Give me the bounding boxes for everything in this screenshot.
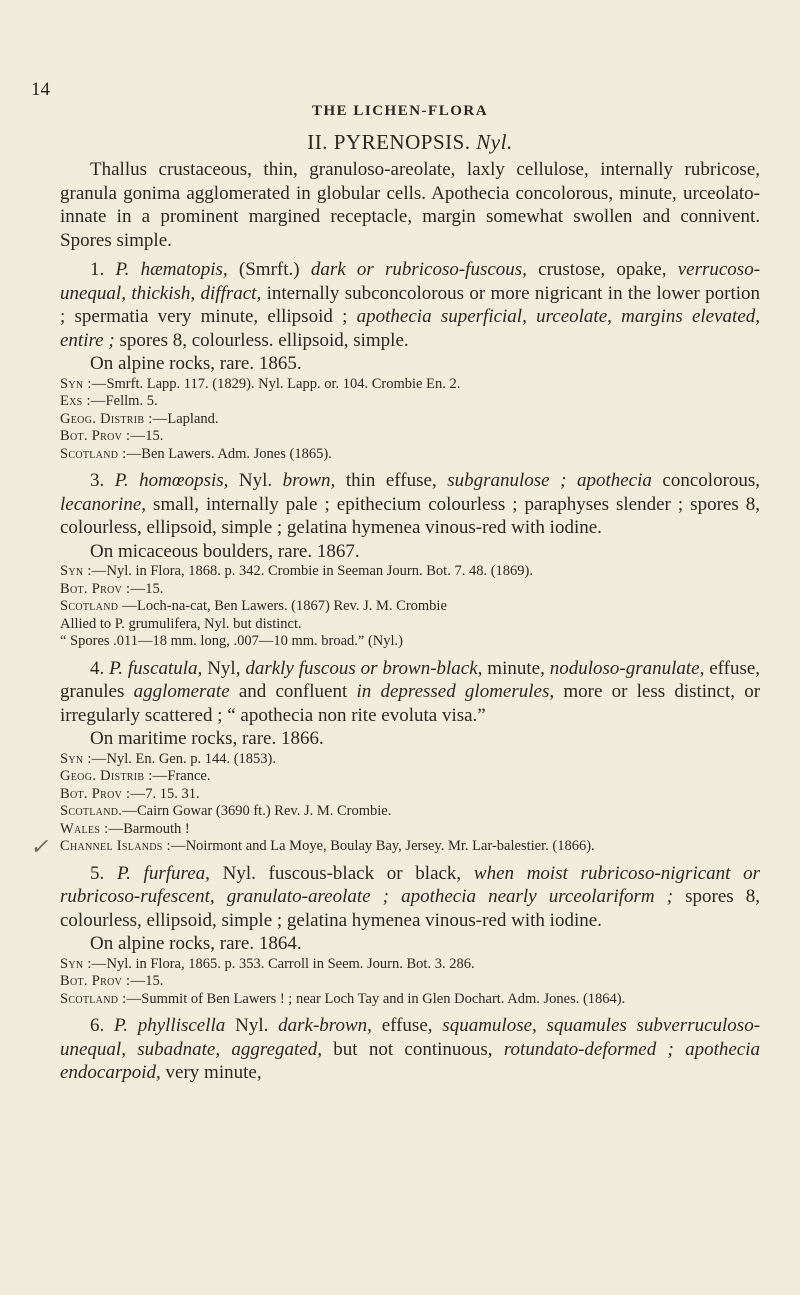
species-references [60, 751, 760, 856]
reference-line: Syn :—Smrft. Lapp. 117. (1829). Nyl. Lapp. or. 104. Crombie En. 2. [60, 375, 461, 392]
species-habitat: On alpine rocks, rare. 1864. [90, 933, 302, 954]
species-description: 3. P. homœopsis, Nyl. brown, thin effuse, subgranulose ; apothecia concolorous, lecanorine, small, internally pale ; epithecium colourless ; paraphyses slender ; spores 8, colourless, ellipsoid, simple ; gelatina hymenea vinous-red with iodine. [60, 470, 761, 538]
species-habitat: On maritime rocks, rare. 1866. [90, 728, 324, 749]
species-entry [60, 258, 760, 463]
species-description: 1. P. hæmatopis, (Smrft.) dark or rubricoso-fuscous, crustose, opake, verrucoso-unequal, thickish, diffract, internally subconcolorous or more nigricant in the lower portion ; spermatia very minute, ellipsoid ; apothecia superficial, urceolate, margins elevated, entire ; spores 8, colourless. ellipsoid, simple. [60, 259, 761, 351]
reference-line: Scotland :—Summit of Ben Lawers ! ; near Loch Tay and in Glen Dochart. Adm. Jones. (1864). [60, 990, 626, 1007]
genus-heading [60, 128, 760, 156]
species-description: 5. P. furfurea, Nyl. fuscous-black or black, when moist rubricoso-nigricant or rubricoso-rufescent, granulato-areolate ; apothecia nearly urceolariform ; spores 8, colourless, ellipsoid, simple ; gelatina hymenea vinous-red with iodine. [60, 862, 761, 931]
species-habitat: On micaceous boulders, rare. 1867. [90, 540, 360, 562]
reference-line: Bot. Prov :—15. [60, 580, 164, 597]
species-references [60, 956, 760, 1009]
reference-line: Bot. Prov :—7. 15. 31. [60, 785, 200, 802]
reference-line: Allied to P. grumulifera, Nyl. but distinct. [60, 615, 302, 632]
reference-line: Scotland :—Ben Lawers. Adm. Jones (1865). [60, 445, 332, 462]
reference-line: Syn :—Nyl. in Flora, 1865. p. 353. Carroll in Seem. Journ. Bot. 3. 286. [60, 955, 475, 972]
genus-author: Nyl. [476, 130, 513, 154]
genus-description: Thallus crustaceous, thin, granuloso-areolate, laxly cellulose, internally rubricose, granula gonima agglomerated in globular cells. Apothecia concolorous, minute, urceolato-innate in a prominent margined receptacle, margin somewhat swollen and connivent. Spores simple. [60, 159, 760, 251]
species-entry [60, 862, 760, 1009]
page-content [60, 128, 760, 1085]
species-description: 4. P. fuscatula, Nyl, darkly fuscous or brown-black, minute, noduloso-granulate, effuse, granules agglomerate and confluent in depressed glomerules, more or less distinct, or irregularly scattered ; “ apothecia non rite evoluta visa.” [60, 657, 761, 726]
reference-line: Wales :—Barmouth ! [60, 820, 190, 837]
page-number: 14 [31, 79, 50, 100]
reference-line: “ Spores .011—18 mm. long, .007—10 mm. broad.” (Nyl.) [60, 633, 403, 649]
reference-line: Geog. Distrib :—France. [60, 768, 211, 784]
pencil-check-mark: ✓ [30, 834, 49, 859]
species-entry [60, 1014, 760, 1085]
reference-line: Bot. Prov :—15. [60, 428, 164, 444]
species-entry [60, 469, 760, 651]
genus-title: II. PYRENOPSIS. [307, 130, 471, 154]
running-title: THE LICHEN-FLORA [311, 103, 489, 119]
reference-line: Channel Islands :—Noirmont and La Moye, Boulay Bay, Jersey. Mr. Lar-balestier. (1866). [60, 838, 595, 854]
reference-line: Syn :—Nyl. En. Gen. p. 144. (1853). [60, 750, 277, 767]
reference-line: Scotland.—Cairn Gowar (3690 ft.) Rev. J. M. Crombie. [60, 803, 392, 819]
reference-line: Scotland —Loch-na-cat, Ben Lawers. (1867) Rev. J. M. Crombie [60, 598, 447, 614]
species-habitat: On alpine rocks, rare. 1865. [90, 353, 302, 374]
reference-line: Bot. Prov :—15. [60, 973, 164, 989]
reference-line: Syn :—Nyl. in Flora, 1868. p. 342. Crombie in Seeman Journ. Bot. 7. 48. (1869). [60, 563, 533, 579]
reference-line: Exs :—Fellm. 5. [60, 393, 158, 409]
species-references [60, 376, 760, 464]
reference-line: Geog. Distrib :—Lapland. [60, 410, 219, 427]
species-references [60, 563, 760, 651]
species-description: 6. P. phylliscella Nyl. dark-brown, effuse, squamulose, squamules subverruculoso-unequal, subadnate, aggregated, but not continuous, rotundato-deformed ; apothecia endocarpoid, very minute, [60, 1015, 761, 1083]
species-entry [60, 657, 760, 856]
